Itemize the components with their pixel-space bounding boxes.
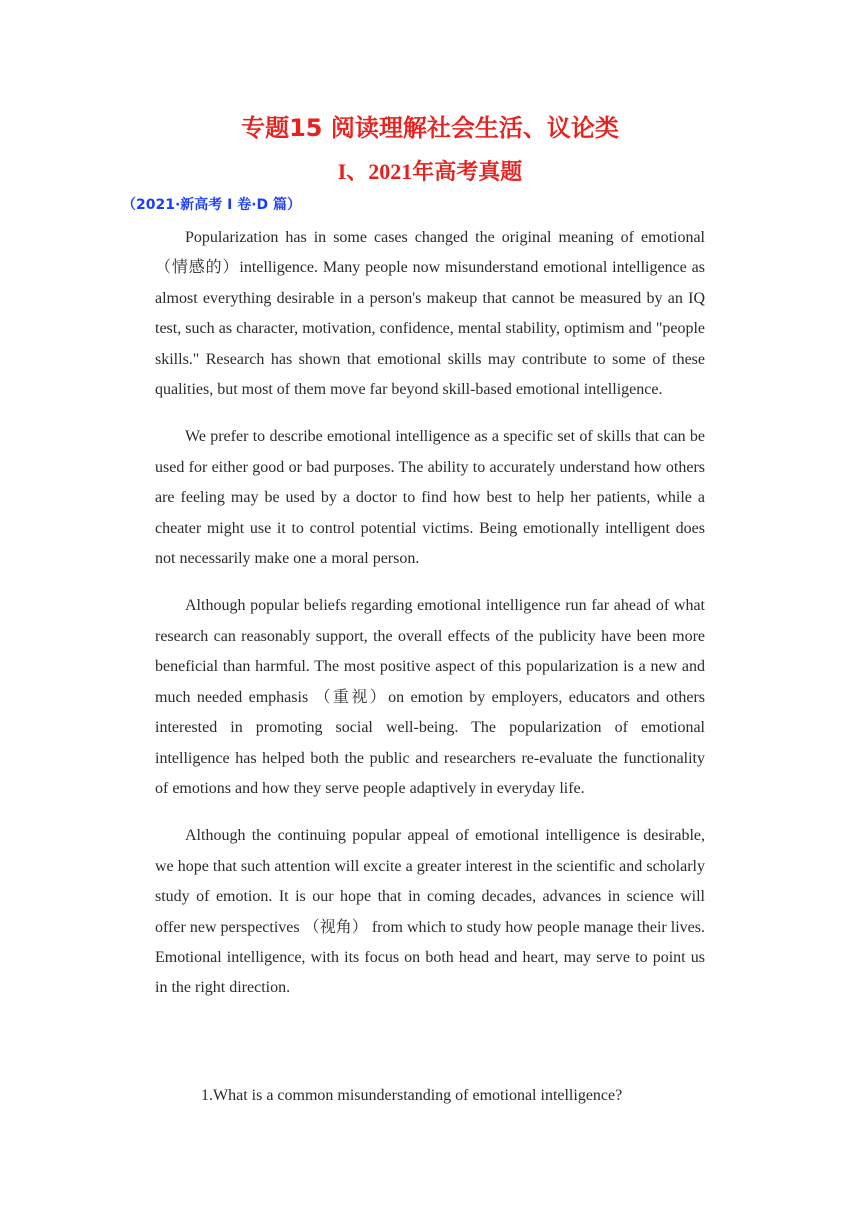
paragraph-4: Although the continuing popular appeal of emotional intelligence is desirable, we hope that such attention will excite a greater interest in the scientific and scholarly study of emotion. It is our hope that in coming decades, advances in science will offer new perspectives （视角） from which to study how people manage their lives. Emotional intelligence, with its focus on both head and heart, may serve to point us in the right direction. xyxy=(155,827,705,997)
section-subtitle: I、2021年高考真题 xyxy=(337,159,523,184)
paragraph-1: Popularization has in some cases changed the original meaning of emotional（情感的）intelligence. Many people now misunderstand emotional intelligence as almost everything desirable in a person's makeup that cannot be measured by an IQ test, such as character, motivation, confidence, mental stability, optimism and "people skills." Research has shown that emotional skills may contribute to some of these qualities, but most of them move far beyond skill-based emotional intelligence. xyxy=(155,229,705,399)
paragraph-3: Although popular beliefs regarding emotional intelligence run far ahead of what research can reasonably support, the overall effects of the publicity have been more beneficial than harmful. The most positive aspect of this popularization is a new and much needed emphasis （重视）on emotion by employers, educators and others interested in promoting social well-being. The popularization of emotional intelligence has helped both the public and researchers re-evaluate the functionality of emotions and how they serve people adaptively in everyday life. xyxy=(155,597,705,797)
page-title: 专题15 阅读理解社会生活、议论类 xyxy=(241,114,619,142)
question-1: 1.What is a common misunderstanding of emotional intelligence? xyxy=(201,1087,623,1104)
reading-passage xyxy=(155,223,705,1021)
source-label: （2021·新高考 I 卷·D 篇） xyxy=(122,197,302,213)
paragraph-2: We prefer to describe emotional intelligence as a specific set of skills that can be used for either good or bad purposes. The ability to accurately understand how others are feeling may be used by a doctor to find how best to help her patients, while a cheater might use it to control potential victims. Being emotionally intelligent does not necessarily make one a moral person. xyxy=(155,428,705,568)
